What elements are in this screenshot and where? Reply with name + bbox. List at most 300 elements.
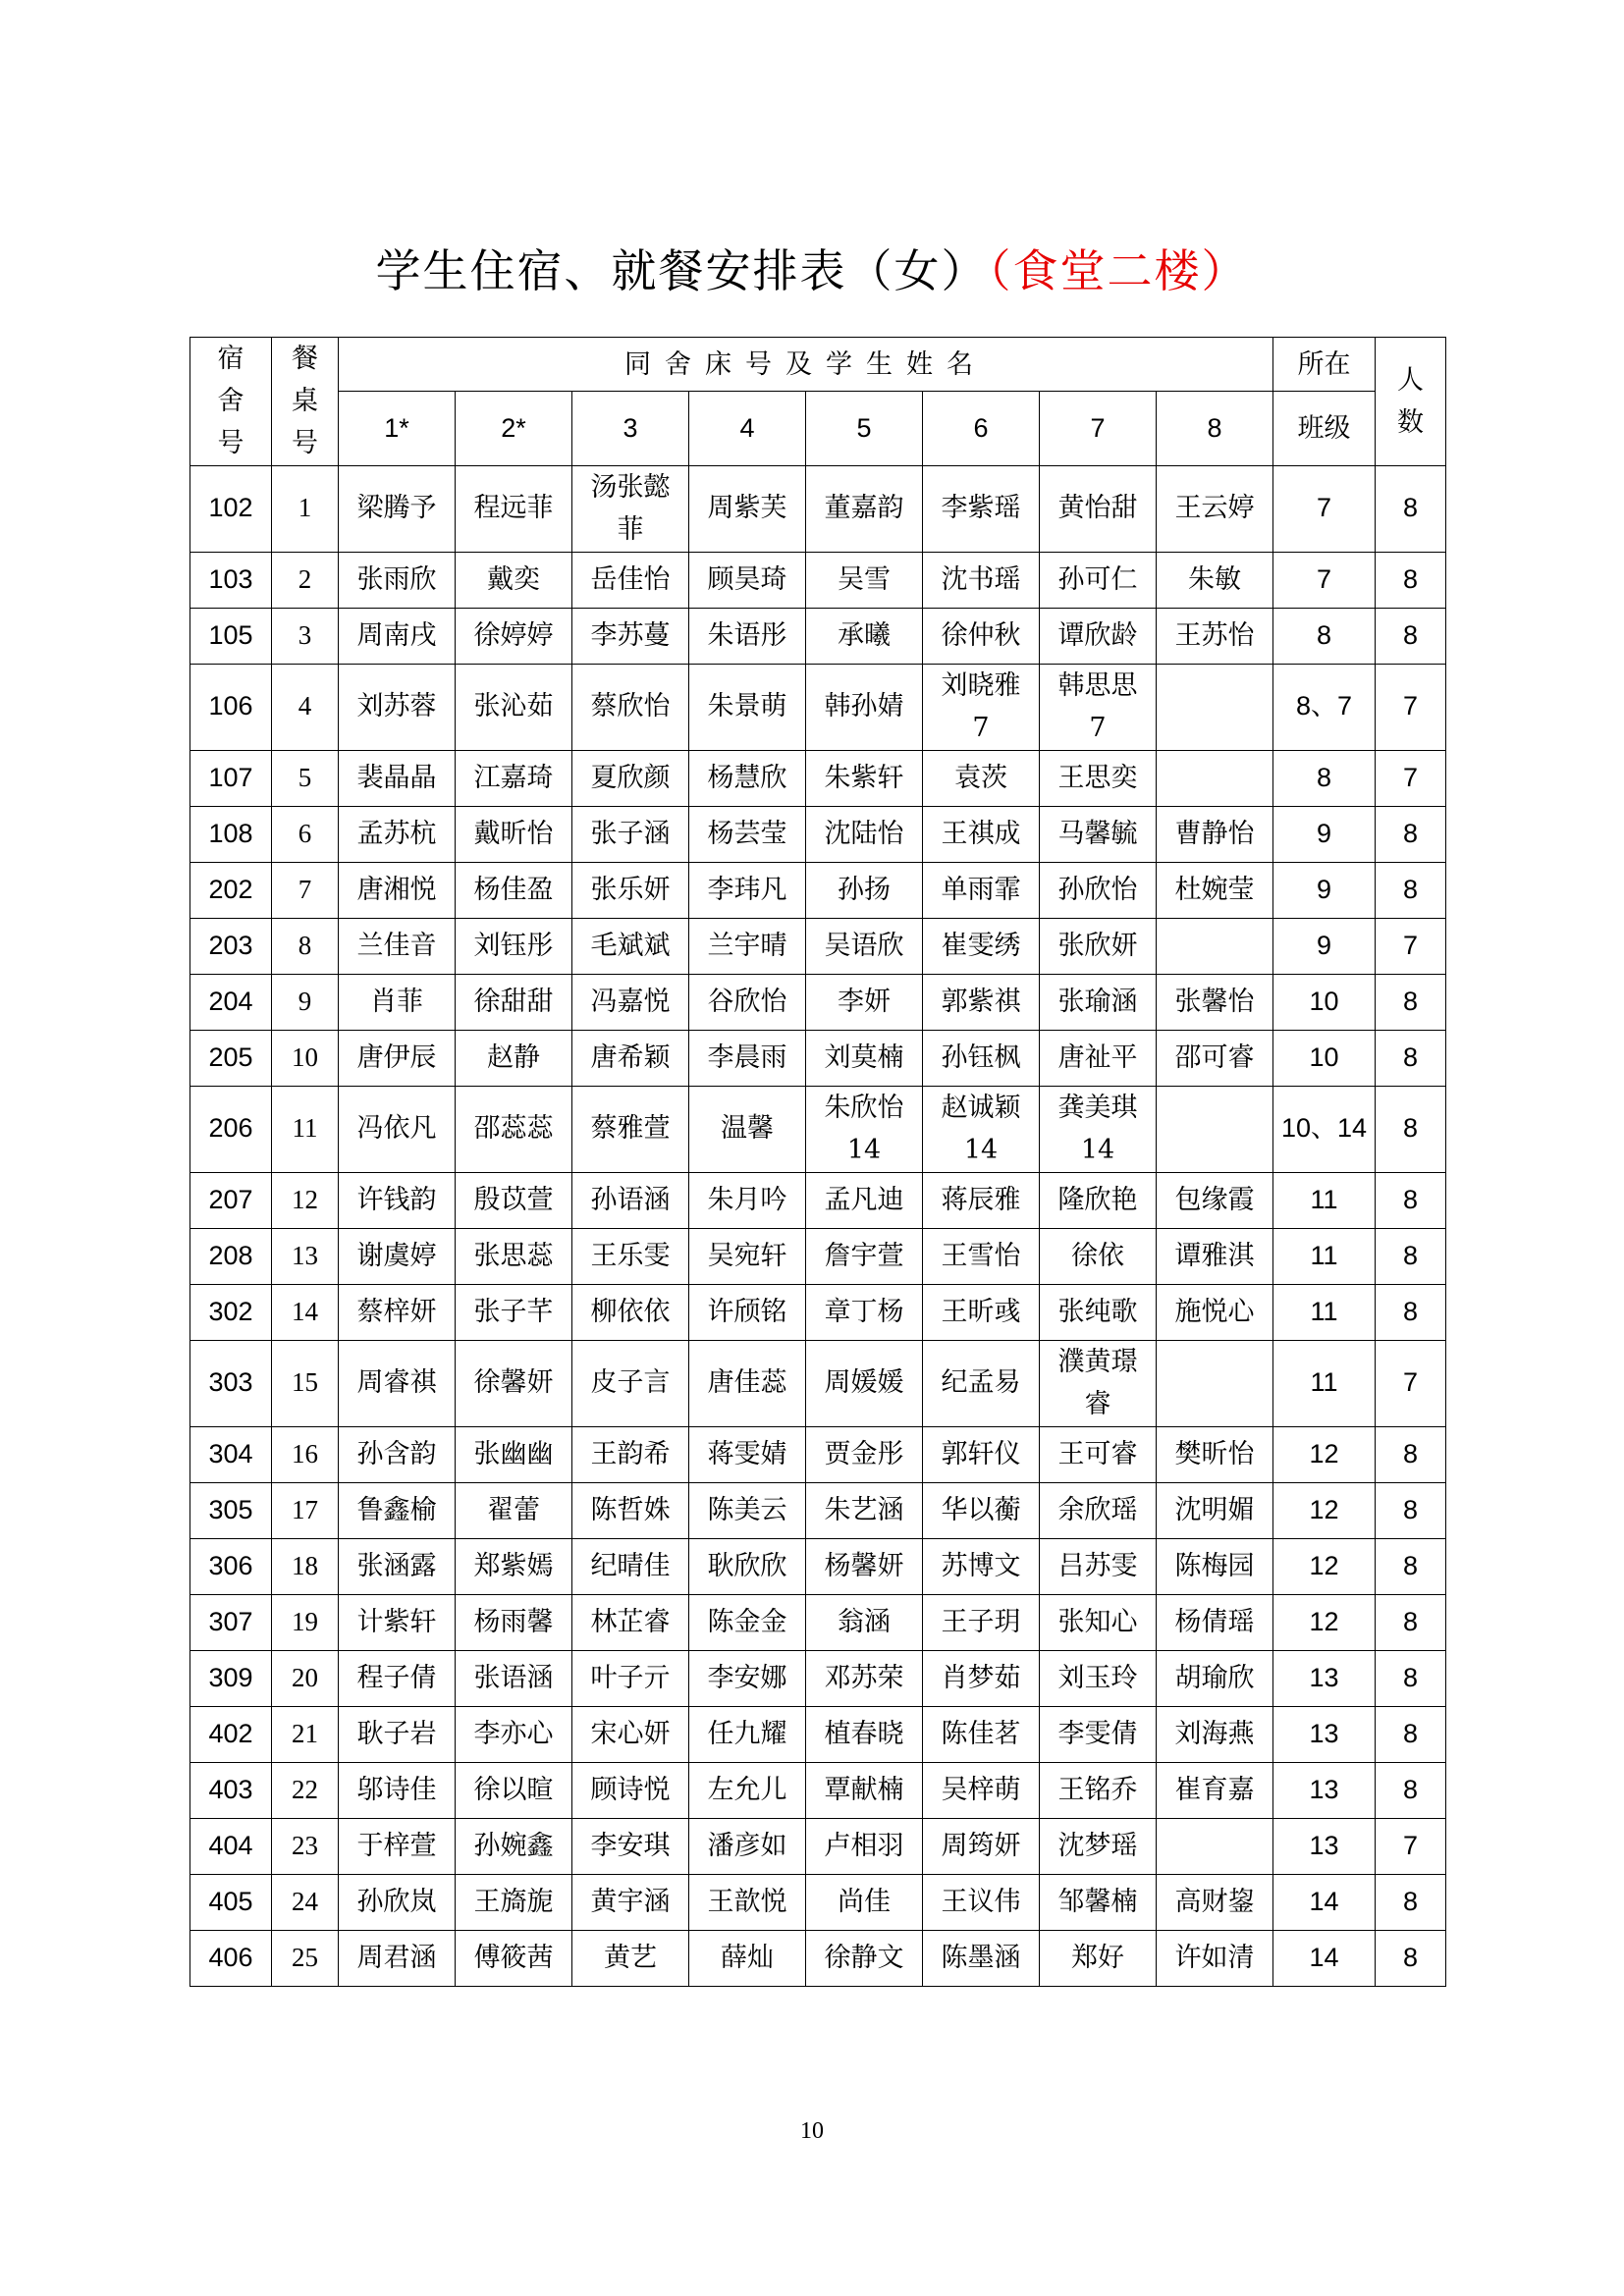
student-name-cell: 尚佳 — [806, 1874, 923, 1930]
student-name-cell: 吴语欣 — [806, 918, 923, 974]
student-name-cell: 王铭乔 — [1040, 1762, 1157, 1818]
count-cell: 8 — [1376, 608, 1446, 664]
student-name-cell: 徐依 — [1040, 1228, 1157, 1284]
student-name-cell: 周君涵 — [339, 1930, 456, 1986]
header-table-char: 桌 — [292, 386, 318, 417]
student-name-cell: 王云婷 — [1157, 465, 1273, 552]
student-name-cell: 朱艺涵 — [806, 1482, 923, 1538]
dorm-number-cell: 103 — [190, 552, 272, 608]
table-number-cell: 9 — [272, 974, 339, 1030]
student-name-cell: 高财鋆 — [1157, 1874, 1273, 1930]
class-cell: 8 — [1273, 608, 1376, 664]
table-number-cell: 10 — [272, 1030, 339, 1086]
student-name-cell: 潘彦如 — [689, 1818, 806, 1874]
dorm-number-cell: 202 — [190, 862, 272, 918]
table-row — [190, 1482, 1446, 1538]
count-cell: 8 — [1376, 552, 1446, 608]
dorm-number-cell: 309 — [190, 1650, 272, 1706]
student-name-cell: 孟凡迪 — [806, 1172, 923, 1228]
count-cell: 8 — [1376, 1538, 1446, 1594]
student-name-cell: 蔡梓妍 — [339, 1284, 456, 1340]
student-name-cell: 陈梅园 — [1157, 1538, 1273, 1594]
student-name-cell: 张涵露 — [339, 1538, 456, 1594]
student-name-cell: 徐甜甜 — [456, 974, 572, 1030]
header-dorm — [190, 338, 272, 466]
table-row — [190, 608, 1446, 664]
student-name-cell: 薛灿 — [689, 1930, 806, 1986]
student-name-cell: 马馨毓 — [1040, 806, 1157, 862]
table-row — [190, 1284, 1446, 1340]
student-name-cell: 谢虞婷 — [339, 1228, 456, 1284]
student-name-cell: 翁涵 — [806, 1594, 923, 1650]
count-cell: 8 — [1376, 806, 1446, 862]
table-number-cell: 24 — [272, 1874, 339, 1930]
count-cell: 7 — [1376, 1818, 1446, 1874]
student-name-cell: 蒋辰雅 — [923, 1172, 1040, 1228]
header-bed-5: 5 — [806, 392, 923, 465]
count-cell: 8 — [1376, 1594, 1446, 1650]
student-name-cell: 王可睿 — [1040, 1426, 1157, 1482]
header-class-bottom: 班级 — [1273, 392, 1376, 465]
student-name-cell: 梁腾予 — [339, 465, 456, 552]
dorm-number-cell: 102 — [190, 465, 272, 552]
class-cell: 11 — [1273, 1172, 1376, 1228]
student-name-cell: 唐伊辰 — [339, 1030, 456, 1086]
header-bed-4: 4 — [689, 392, 806, 465]
count-cell: 8 — [1376, 1874, 1446, 1930]
student-name-cell: 朱语彤 — [689, 608, 806, 664]
student-name-cell: 吴梓萌 — [923, 1762, 1040, 1818]
table-row — [190, 664, 1446, 750]
student-name-cell: 王乐雯 — [572, 1228, 689, 1284]
class-cell: 12 — [1273, 1538, 1376, 1594]
dorm-number-cell: 402 — [190, 1706, 272, 1762]
student-name-cell: 计紫轩 — [339, 1594, 456, 1650]
student-name-cell: 邵可睿 — [1157, 1030, 1273, 1086]
student-name-cell: 顾昊琦 — [689, 552, 806, 608]
student-name-cell: 叶子亓 — [572, 1650, 689, 1706]
student-name-cell: 华以蘅 — [923, 1482, 1040, 1538]
student-name-cell: 樊昕怡 — [1157, 1426, 1273, 1482]
student-name-cell: 温馨 — [689, 1086, 806, 1172]
student-name-cell — [1157, 750, 1273, 806]
title-main: 学生住宿、就餐安排表（女） — [375, 244, 989, 297]
student-name-cell: 承曦 — [806, 608, 923, 664]
page-number: 10 — [800, 2118, 824, 2144]
student-name-cell: 邹馨楠 — [1040, 1874, 1157, 1930]
student-name-cell: 濮黄璟睿 — [1040, 1340, 1157, 1426]
student-name-cell: 蒋雯婧 — [689, 1426, 806, 1482]
student-name-cell: 植春晓 — [806, 1706, 923, 1762]
student-name-cell: 黄宇涵 — [572, 1874, 689, 1930]
table-row — [190, 750, 1446, 806]
table-row — [190, 1086, 1446, 1172]
student-name-cell: 陈墨涵 — [923, 1930, 1040, 1986]
class-cell: 9 — [1273, 918, 1376, 974]
header-bed-6: 6 — [923, 392, 1040, 465]
student-name-cell: 朱敏 — [1157, 552, 1273, 608]
student-name-cell: 许颀铭 — [689, 1284, 806, 1340]
header-table-no — [272, 338, 339, 466]
table-number-cell: 8 — [272, 918, 339, 974]
header-dorm-char: 宿 — [217, 344, 244, 374]
student-name-cell: 杨佳盈 — [456, 862, 572, 918]
student-name-cell: 唐佳蕊 — [689, 1340, 806, 1426]
header-bed-8: 8 — [1157, 392, 1273, 465]
class-cell: 10 — [1273, 1030, 1376, 1086]
class-cell: 7 — [1273, 552, 1376, 608]
student-name-cell: 李雯倩 — [1040, 1706, 1157, 1762]
student-name-cell: 谷欣怡 — [689, 974, 806, 1030]
table-row — [190, 552, 1446, 608]
student-name-cell: 程远菲 — [456, 465, 572, 552]
class-cell: 13 — [1273, 1762, 1376, 1818]
student-name-cell: 张子涵 — [572, 806, 689, 862]
header-count-char: 数 — [1397, 406, 1424, 438]
dorm-number-cell: 403 — [190, 1762, 272, 1818]
dorm-number-cell: 406 — [190, 1930, 272, 1986]
student-name-cell: 沈陆怡 — [806, 806, 923, 862]
student-name-cell: 沈书瑶 — [923, 552, 1040, 608]
student-name-cell: 冯嘉悦 — [572, 974, 689, 1030]
student-name-cell: 肖菲 — [339, 974, 456, 1030]
dorm-number-cell: 302 — [190, 1284, 272, 1340]
student-name-cell: 朱紫轩 — [806, 750, 923, 806]
table-row — [190, 1340, 1446, 1426]
student-name-cell: 孙钰枫 — [923, 1030, 1040, 1086]
table-number-cell: 14 — [272, 1284, 339, 1340]
dorm-number-cell: 106 — [190, 664, 272, 750]
student-name-cell: 王苏怡 — [1157, 608, 1273, 664]
count-cell: 8 — [1376, 974, 1446, 1030]
student-name-cell: 赵诚颖14 — [923, 1086, 1040, 1172]
student-name-cell: 李玮凡 — [689, 862, 806, 918]
dorm-number-cell: 203 — [190, 918, 272, 974]
student-name-cell: 李亦心 — [456, 1706, 572, 1762]
student-name-cell: 董嘉韵 — [806, 465, 923, 552]
student-name-cell: 于梓萱 — [339, 1818, 456, 1874]
dorm-number-cell: 405 — [190, 1874, 272, 1930]
class-cell: 9 — [1273, 862, 1376, 918]
student-name-cell: 张语涵 — [456, 1650, 572, 1706]
header-bed-group: 同舍床号及学生姓名 — [339, 338, 1273, 392]
student-name-cell: 刘玉玲 — [1040, 1650, 1157, 1706]
student-name-cell: 周媛媛 — [806, 1340, 923, 1426]
table-number-cell: 15 — [272, 1340, 339, 1426]
student-name-cell: 蔡雅萱 — [572, 1086, 689, 1172]
dorm-number-cell: 207 — [190, 1172, 272, 1228]
student-name-cell: 蔡欣怡 — [572, 664, 689, 750]
student-name-cell: 张馨怡 — [1157, 974, 1273, 1030]
student-name-cell: 郑紫嫣 — [456, 1538, 572, 1594]
student-name-cell: 郭紫祺 — [923, 974, 1040, 1030]
student-name-cell: 单雨霏 — [923, 862, 1040, 918]
student-name-cell: 陈佳茗 — [923, 1706, 1040, 1762]
table-row — [190, 1426, 1446, 1482]
student-name-cell: 裴晶晶 — [339, 750, 456, 806]
header-class-top: 所在 — [1273, 338, 1376, 392]
table-number-cell: 25 — [272, 1930, 339, 1986]
count-cell: 8 — [1376, 1706, 1446, 1762]
student-name-cell: 朱欣怡14 — [806, 1086, 923, 1172]
header-bed-7: 7 — [1040, 392, 1157, 465]
count-cell: 7 — [1376, 750, 1446, 806]
student-name-cell: 周紫芙 — [689, 465, 806, 552]
class-cell: 9 — [1273, 806, 1376, 862]
table-row — [190, 806, 1446, 862]
header-table-char: 号 — [292, 428, 318, 459]
student-name-cell: 王雪怡 — [923, 1228, 1040, 1284]
header-bed-1: 1* — [339, 392, 456, 465]
count-cell: 8 — [1376, 1228, 1446, 1284]
student-name-cell: 谭雅淇 — [1157, 1228, 1273, 1284]
student-name-cell: 翟蕾 — [456, 1482, 572, 1538]
student-name-cell: 岳佳怡 — [572, 552, 689, 608]
class-cell: 12 — [1273, 1482, 1376, 1538]
student-name-cell: 王祺成 — [923, 806, 1040, 862]
student-name-cell: 崔育嘉 — [1157, 1762, 1273, 1818]
student-name-cell: 苏博文 — [923, 1538, 1040, 1594]
dorm-table — [189, 337, 1446, 1987]
dorm-number-cell: 108 — [190, 806, 272, 862]
table-number-cell: 13 — [272, 1228, 339, 1284]
student-name-cell: 孙语涵 — [572, 1172, 689, 1228]
student-name-cell: 纪孟易 — [923, 1340, 1040, 1426]
student-name-cell: 唐湘悦 — [339, 862, 456, 918]
count-cell: 8 — [1376, 862, 1446, 918]
student-name-cell: 张幽幽 — [456, 1426, 572, 1482]
header-bed-3: 3 — [572, 392, 689, 465]
student-name-cell: 夏欣颜 — [572, 750, 689, 806]
table-number-cell: 23 — [272, 1818, 339, 1874]
table-number-cell: 1 — [272, 465, 339, 552]
student-name-cell: 邓苏荣 — [806, 1650, 923, 1706]
count-cell: 8 — [1376, 1426, 1446, 1482]
student-name-cell: 张子芊 — [456, 1284, 572, 1340]
table-number-cell: 18 — [272, 1538, 339, 1594]
student-name-cell: 赵静 — [456, 1030, 572, 1086]
table-number-cell: 4 — [272, 664, 339, 750]
count-cell: 8 — [1376, 1650, 1446, 1706]
student-name-cell: 刘海燕 — [1157, 1706, 1273, 1762]
class-cell: 8 — [1273, 750, 1376, 806]
student-name-cell: 任九耀 — [689, 1706, 806, 1762]
count-cell: 8 — [1376, 1086, 1446, 1172]
student-name-cell: 谭欣龄 — [1040, 608, 1157, 664]
header-count — [1376, 338, 1446, 466]
header-bed-2: 2* — [456, 392, 572, 465]
dorm-number-cell: 303 — [190, 1340, 272, 1426]
student-name-cell: 曹静怡 — [1157, 806, 1273, 862]
student-name-cell: 吕苏雯 — [1040, 1538, 1157, 1594]
student-name-cell: 杨慧欣 — [689, 750, 806, 806]
student-name-cell: 孙含韵 — [339, 1426, 456, 1482]
count-cell: 7 — [1376, 1340, 1446, 1426]
table-row — [190, 1650, 1446, 1706]
student-name-cell: 毛斌斌 — [572, 918, 689, 974]
student-name-cell: 崔雯绣 — [923, 918, 1040, 974]
table-number-cell: 17 — [272, 1482, 339, 1538]
student-name-cell: 许钱韵 — [339, 1172, 456, 1228]
table-number-cell: 19 — [272, 1594, 339, 1650]
table-number-cell: 7 — [272, 862, 339, 918]
student-name-cell: 韩孙婧 — [806, 664, 923, 750]
table-row — [190, 1538, 1446, 1594]
student-name-cell: 顾诗悦 — [572, 1762, 689, 1818]
student-name-cell: 戴奕 — [456, 552, 572, 608]
student-name-cell: 沈明媚 — [1157, 1482, 1273, 1538]
table-row — [190, 1706, 1446, 1762]
header-count-char: 人 — [1397, 364, 1424, 396]
student-name-cell: 唐希颖 — [572, 1030, 689, 1086]
dorm-number-cell: 205 — [190, 1030, 272, 1086]
student-name-cell: 杨馨妍 — [806, 1538, 923, 1594]
student-name-cell: 王昕彧 — [923, 1284, 1040, 1340]
student-name-cell: 兰佳音 — [339, 918, 456, 974]
dorm-number-cell: 404 — [190, 1818, 272, 1874]
student-name-cell: 李安娜 — [689, 1650, 806, 1706]
count-cell: 8 — [1376, 1930, 1446, 1986]
student-name-cell — [1157, 1818, 1273, 1874]
student-name-cell: 殷苡萱 — [456, 1172, 572, 1228]
class-cell: 12 — [1273, 1426, 1376, 1482]
class-cell: 14 — [1273, 1930, 1376, 1986]
header-dorm-char: 号 — [217, 428, 244, 459]
student-name-cell: 隆欣艳 — [1040, 1172, 1157, 1228]
student-name-cell: 徐婷婷 — [456, 608, 572, 664]
student-name-cell: 余欣瑶 — [1040, 1482, 1157, 1538]
student-name-cell — [1157, 1086, 1273, 1172]
class-cell: 11 — [1273, 1340, 1376, 1426]
student-name-cell: 唐祉平 — [1040, 1030, 1157, 1086]
class-cell: 10、14 — [1273, 1086, 1376, 1172]
table-number-cell: 21 — [272, 1706, 339, 1762]
student-name-cell: 郑好 — [1040, 1930, 1157, 1986]
student-name-cell: 徐以暄 — [456, 1762, 572, 1818]
student-name-cell: 王韵希 — [572, 1426, 689, 1482]
student-name-cell: 王议伟 — [923, 1874, 1040, 1930]
student-name-cell: 王子玥 — [923, 1594, 1040, 1650]
student-name-cell: 孙欣怡 — [1040, 862, 1157, 918]
student-name-cell: 傅筱茜 — [456, 1930, 572, 1986]
student-name-cell: 肖梦茹 — [923, 1650, 1040, 1706]
student-name-cell: 杨芸莹 — [689, 806, 806, 862]
table-number-cell: 3 — [272, 608, 339, 664]
student-name-cell: 江嘉琦 — [456, 750, 572, 806]
student-name-cell: 郭轩仪 — [923, 1426, 1040, 1482]
table-row — [190, 918, 1446, 974]
class-cell: 12 — [1273, 1594, 1376, 1650]
student-name-cell: 孙婉鑫 — [456, 1818, 572, 1874]
student-name-cell — [1157, 664, 1273, 750]
student-name-cell: 张知心 — [1040, 1594, 1157, 1650]
student-name-cell: 吴雪 — [806, 552, 923, 608]
count-cell: 8 — [1376, 465, 1446, 552]
student-name-cell: 李苏蔓 — [572, 608, 689, 664]
student-name-cell: 覃献楠 — [806, 1762, 923, 1818]
student-name-cell: 邵蕊蕊 — [456, 1086, 572, 1172]
student-name-cell: 黄艺 — [572, 1930, 689, 1986]
student-name-cell: 贾金彤 — [806, 1426, 923, 1482]
count-cell: 8 — [1376, 1030, 1446, 1086]
student-name-cell: 施悦心 — [1157, 1284, 1273, 1340]
class-cell: 8、7 — [1273, 664, 1376, 750]
student-name-cell: 徐静文 — [806, 1930, 923, 1986]
table-row — [190, 1172, 1446, 1228]
class-cell: 13 — [1273, 1818, 1376, 1874]
student-name-cell: 吴宛轩 — [689, 1228, 806, 1284]
student-name-cell: 袁茨 — [923, 750, 1040, 806]
table-number-cell: 11 — [272, 1086, 339, 1172]
student-name-cell: 纪晴佳 — [572, 1538, 689, 1594]
table-row — [190, 974, 1446, 1030]
student-name-cell — [1157, 1340, 1273, 1426]
table-number-cell: 16 — [272, 1426, 339, 1482]
student-name-cell: 张雨欣 — [339, 552, 456, 608]
student-name-cell: 李紫瑶 — [923, 465, 1040, 552]
student-name-cell: 杜婉莹 — [1157, 862, 1273, 918]
table-row — [190, 1030, 1446, 1086]
count-cell: 8 — [1376, 1482, 1446, 1538]
student-name-cell: 刘钰彤 — [456, 918, 572, 974]
student-name-cell: 许如清 — [1157, 1930, 1273, 1986]
student-name-cell: 周南戌 — [339, 608, 456, 664]
class-cell: 7 — [1273, 465, 1376, 552]
student-name-cell: 张思蕊 — [456, 1228, 572, 1284]
student-name-cell: 杨雨馨 — [456, 1594, 572, 1650]
student-name-cell: 张乐妍 — [572, 862, 689, 918]
count-cell: 8 — [1376, 1762, 1446, 1818]
dorm-number-cell: 306 — [190, 1538, 272, 1594]
dorm-number-cell: 305 — [190, 1482, 272, 1538]
header-dorm-char: 舍 — [217, 386, 244, 417]
student-name-cell: 孙欣岚 — [339, 1874, 456, 1930]
table-row — [190, 1818, 1446, 1874]
table-row — [190, 862, 1446, 918]
student-name-cell: 孙扬 — [806, 862, 923, 918]
student-name-cell: 李妍 — [806, 974, 923, 1030]
student-name-cell: 孟苏杭 — [339, 806, 456, 862]
student-name-cell: 冯依凡 — [339, 1086, 456, 1172]
table-number-cell: 2 — [272, 552, 339, 608]
count-cell: 7 — [1376, 918, 1446, 974]
student-name-cell: 皮子言 — [572, 1340, 689, 1426]
student-name-cell: 刘苏蓉 — [339, 664, 456, 750]
dorm-number-cell: 206 — [190, 1086, 272, 1172]
student-name-cell: 王旖旎 — [456, 1874, 572, 1930]
student-name-cell: 陈美云 — [689, 1482, 806, 1538]
count-cell: 8 — [1376, 1284, 1446, 1340]
class-cell: 10 — [1273, 974, 1376, 1030]
dorm-number-cell: 304 — [190, 1426, 272, 1482]
class-cell: 13 — [1273, 1706, 1376, 1762]
student-name-cell: 鲁鑫榆 — [339, 1482, 456, 1538]
dorm-number-cell: 208 — [190, 1228, 272, 1284]
student-name-cell: 王歆悦 — [689, 1874, 806, 1930]
dorm-number-cell: 107 — [190, 750, 272, 806]
student-name-cell: 程子倩 — [339, 1650, 456, 1706]
student-name-cell: 李晨雨 — [689, 1030, 806, 1086]
student-name-cell: 王思奕 — [1040, 750, 1157, 806]
table-row — [190, 1594, 1446, 1650]
title-venue: （食堂二楼） — [988, 244, 1249, 297]
dorm-number-cell: 307 — [190, 1594, 272, 1650]
count-cell: 7 — [1376, 664, 1446, 750]
page-title — [0, 236, 1624, 300]
student-name-cell: 张欣妍 — [1040, 918, 1157, 974]
count-cell: 8 — [1376, 1172, 1446, 1228]
table-number-cell: 5 — [272, 750, 339, 806]
